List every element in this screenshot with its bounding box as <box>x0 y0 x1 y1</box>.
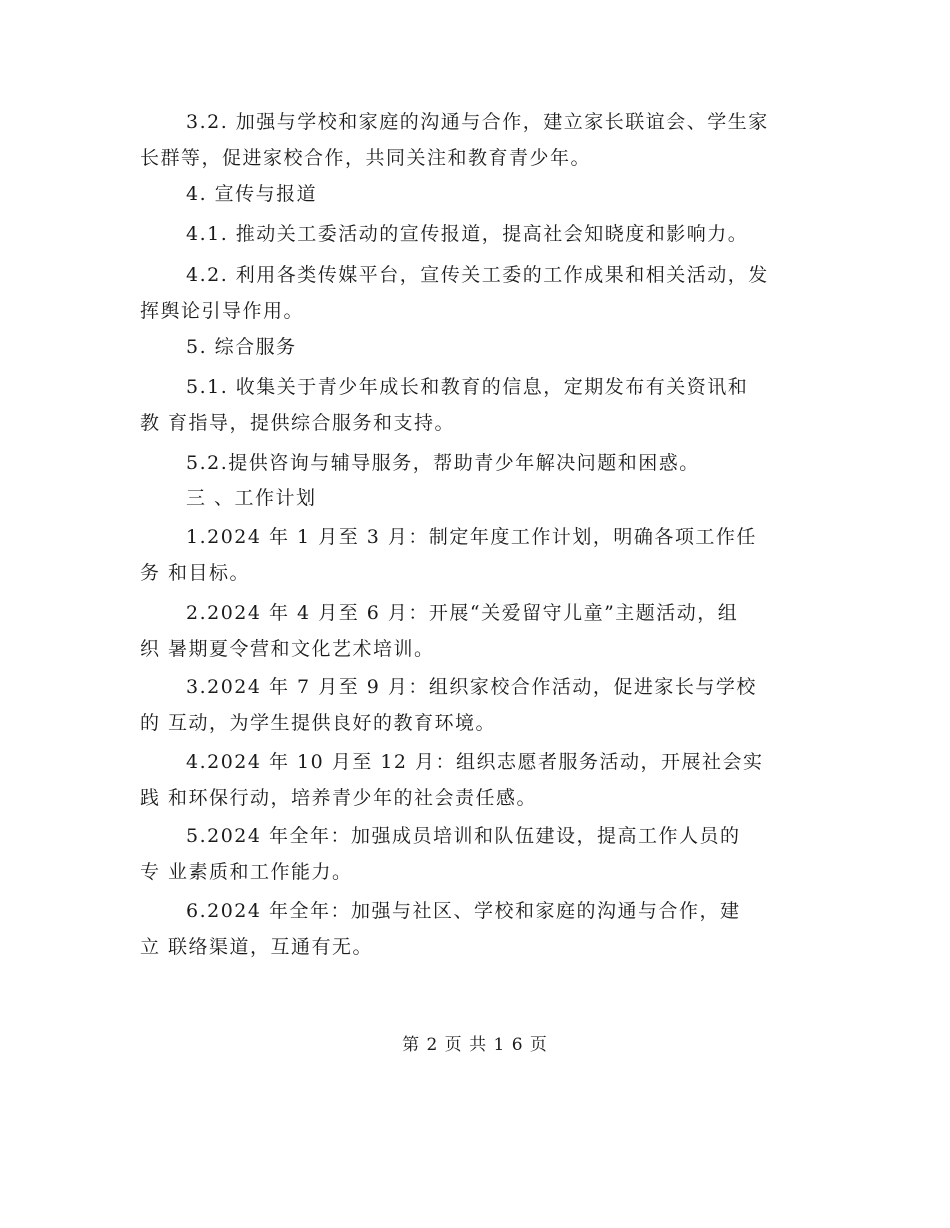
paragraph-line: 4.2. 利用各类传媒平台，宣传关工委的工作成果和相关活动，发 <box>186 264 769 286</box>
section-heading: 4. 宣传与报道 <box>186 183 318 205</box>
paragraph-line: 3.2. 加强与学校和家庭的沟通与合作，建立家长联谊会、学生家 <box>186 111 769 133</box>
paragraph-line: 5.2.提供咨询与辅导服务，帮助青少年解决问题和困惑。 <box>186 452 700 474</box>
paragraph-line: 的 互动，为学生提供良好的教育环境。 <box>140 712 497 734</box>
paragraph-line: 4.2024 年 10 月至 12 月：组织志愿者服务活动，开展社会实 <box>186 751 764 773</box>
paragraph-line: 3.2024 年 7 月至 9 月：组织家校合作活动，促进家长与学校 <box>186 676 757 698</box>
paragraph-line: 专 业素质和工作能力。 <box>140 861 353 883</box>
paragraph-line: 4.1. 推动关工委活动的宣传报道，提高社会知晓度和影响力。 <box>186 223 749 245</box>
paragraph-line: 5.2024 年全年：加强成员培训和队伍建设，提高工作人员的 <box>186 825 741 847</box>
paragraph-line: 教 育指导，提供综合服务和支持。 <box>140 412 456 434</box>
paragraph-line: 织 暑期夏令营和文化艺术培训。 <box>140 638 435 660</box>
paragraph-line: 挥舆论引导作用。 <box>140 300 305 322</box>
paragraph-line: 1.2024 年 1 月至 3 月：制定年度工作计划，明确各项工作任 <box>186 526 757 548</box>
section-heading: 5. 综合服务 <box>186 336 297 358</box>
paragraph-line: 6.2024 年全年：加强与社区、学校和家庭的沟通与合作，建 <box>186 900 741 922</box>
paragraph-line: 务 和目标。 <box>140 562 251 584</box>
paragraph-line: 5.1. 收集关于青少年成长和教育的信息，定期发布有关资讯和 <box>186 376 749 398</box>
paragraph-line: 长群等，促进家校合作，共同关注和教育青少年。 <box>140 147 592 169</box>
paragraph-line: 立 联络渠道，互通有无。 <box>140 936 374 958</box>
paragraph-line: 2.2024 年 4 月至 6 月：开展“关爱留守儿童”主题活动，组 <box>186 602 739 624</box>
page-footer: 第 2 页 共 1 6 页 <box>402 1035 548 1055</box>
paragraph-line: 践 和环保行动，培养青少年的社会责任感。 <box>140 787 538 809</box>
section-heading: 三 、工作计划 <box>186 487 317 509</box>
